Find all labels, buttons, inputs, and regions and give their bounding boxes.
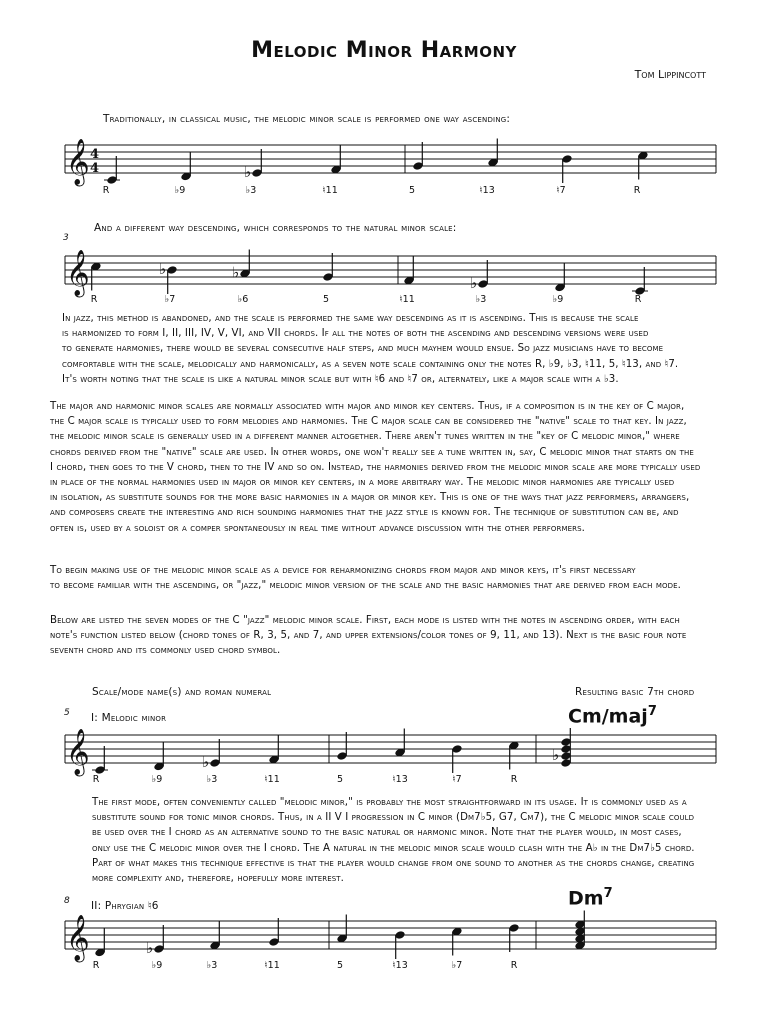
- flat-icon: ♭: [202, 753, 210, 771]
- note-head: [412, 142, 423, 171]
- scale-degree-label: ♭9: [174, 185, 186, 196]
- note-head: [90, 262, 101, 291]
- chord-notes: [552, 728, 572, 768]
- note-head: [268, 918, 279, 947]
- text-line: seventh chord and its commonly used chord symbol.: [50, 645, 281, 657]
- note-head: [637, 151, 648, 180]
- scale-degree-label: ♭3: [475, 294, 487, 305]
- chord-symbol: Dm$^7$: [568, 886, 613, 910]
- paragraph-key-centers: [50, 399, 700, 536]
- text-line: to generate harmonies, there would be several consecutive half steps, and much mayhem would ensue. So jazz musicians have to become: [62, 343, 664, 355]
- scale-degree-label: ♮11: [264, 774, 280, 785]
- measure-number-3: 3: [63, 233, 69, 243]
- note-head: [508, 923, 519, 952]
- scale-degree-label: R: [510, 960, 518, 971]
- text-line: often is, used by a soloist or a comper spontaneously in real time without advance discussion with the other performers.: [50, 522, 585, 534]
- flat-icon: ♭: [232, 263, 240, 282]
- text-line: Part of what makes this technique effective is that the player would change from one sound to another as the chords change, creating: [92, 857, 695, 869]
- scale-degree-label: ♮7: [452, 774, 462, 785]
- time-sig-top: 4: [90, 147, 100, 162]
- descending-caption: And a different way descending, which corresponds to the natural minor scale:: [94, 222, 457, 234]
- text-line: note's function listed below (chord tones of R, 3, 5, and 7, and upper extensions/color tones of 9, 11, and 13). Next is the basic four note: [50, 630, 687, 642]
- paragraph-seven-modes: [50, 613, 686, 659]
- note-head: [508, 741, 519, 770]
- text-line: be used over the I chord as an alternative sound to the basic natural or harmonic minor. Note that the player would, in most cases,: [92, 827, 682, 839]
- text-line: and composers create the interesting and rich sounding harmonies that the jazz style is known for. The technique of substitution can be, and: [50, 507, 679, 519]
- text-line: only use the C melodic minor over the I chord. The A natural in the melodic minor scale would clash with the A♭ in the Dm7♭5 chord.: [92, 842, 695, 854]
- treble-clef-icon: 𝄞: [66, 139, 90, 185]
- column-header-mode: Scale/mode name(s) and roman numeral: [92, 686, 272, 698]
- note-head: [209, 922, 220, 951]
- flat-icon: ♭: [552, 746, 560, 764]
- note-head: [94, 929, 105, 958]
- note-head: [632, 267, 648, 296]
- text-line: To begin making use of the melodic minor scale as a device for reharmonizing chords from major and minor keys, it's first necessary: [50, 565, 636, 576]
- text-line: I chord, then goes to the V chord, then to the IV and so on. Instead, the harmonies derived from the melodic minor scale are more typically used: [50, 461, 701, 473]
- paragraph-jazz-method: [62, 311, 678, 387]
- scale-degree-label: R: [102, 185, 110, 196]
- scale-degree-label: ♮7: [556, 185, 566, 196]
- note-head: [394, 930, 405, 959]
- scale-degree-label: R: [92, 774, 100, 785]
- text-line: In jazz, this method is abandoned, and the scale is performed the same way descending as it is ascending. This is because the scale: [62, 313, 639, 324]
- author-name: Tom Lippincott: [634, 68, 706, 81]
- text-line: is harmonized to form I, II, III, IV, V, VI, and VII chords. If all the notes of both the ascending and descending versions were used: [62, 328, 649, 340]
- scale-degree-label: ♮13: [392, 774, 408, 785]
- note-head: [104, 156, 120, 185]
- paragraph-reharmonizing: [50, 563, 681, 593]
- staff-mode-1: [0, 720, 768, 800]
- text-line: the melodic minor scale is generally used in a different manner altogether. There aren't tunes written in the "key of C melodic minor," where: [50, 431, 680, 443]
- staff-ascending: [0, 130, 768, 210]
- note-head: [470, 260, 489, 292]
- scale-degree-label: ♮11: [322, 185, 338, 196]
- scale-degree-label: 5: [336, 960, 344, 971]
- note-head: [394, 729, 405, 758]
- note-head: [202, 739, 221, 771]
- scale-degree-label: R: [90, 294, 98, 305]
- scale-degree-label: 5: [408, 185, 416, 196]
- scale-degree-label: ♮11: [399, 294, 415, 305]
- note-head: [153, 743, 164, 772]
- note-head: [322, 253, 333, 282]
- text-line: The first mode, often conveniently called "melodic minor," is probably the most straightforward in its usage. It is commonly used as a: [92, 797, 687, 808]
- measure-number-5: 5: [64, 708, 70, 718]
- note-head: [244, 149, 263, 181]
- note-head: [336, 732, 347, 761]
- scale-degree-label: ♮13: [392, 960, 408, 971]
- scale-degree-label: ♭9: [552, 294, 564, 305]
- note-head: [403, 257, 414, 286]
- scale-degree-label: R: [92, 960, 100, 971]
- note-head: [336, 915, 347, 944]
- scale-degree-label: ♭7: [164, 294, 176, 305]
- mode-name: I: Melodic minor: [91, 712, 167, 724]
- scale-degree-label: ♭3: [206, 774, 218, 785]
- note-head: [180, 153, 191, 182]
- scale-degree-label: ♭3: [206, 960, 218, 971]
- text-line: Below are listed the seven modes of the C "jazz" melodic minor scale. First, each mode is listed with the notes in ascending order, with each: [50, 615, 680, 626]
- text-line: to become familiar with the ascending, or "jazz," melodic minor version of the scale and the basic harmonies that are derived from each mode.: [50, 580, 681, 592]
- chord-symbol: Cm/maj$^7$: [568, 704, 657, 728]
- text-line: substitute sound for tonic minor chords. Thus, in a II V I progression in C minor (Dm7♭5, G7, Cm7), the C melodic minor scale could: [92, 812, 695, 824]
- text-line: in place of the normal harmonies used in major or minor key centers, in a more arbitrary way. The melodic minor harmonies are typically used: [50, 477, 675, 489]
- scale-degree-label: 5: [336, 774, 344, 785]
- page-title: Melodic Minor Harmony: [251, 38, 517, 63]
- text-line: the C major scale is typically used to form melodies and harmonies. The C major scale can be considered the "native" scale to that key. In jazz,: [50, 416, 687, 428]
- flat-icon: ♭: [146, 939, 154, 957]
- note-head: [561, 154, 572, 183]
- text-line: It's worth noting that the scale is like a natural minor scale but with ♮6 and ♮7 or, alternately, like a major scale with a ♭3.: [62, 373, 619, 385]
- note-head: [554, 264, 565, 293]
- treble-clef-icon: 𝄞: [66, 915, 90, 961]
- note-head: [92, 746, 108, 775]
- scale-degree-label: ♮11: [264, 960, 280, 971]
- treble-clef-icon: 𝄞: [66, 729, 90, 775]
- scale-degree-label: R: [633, 185, 641, 196]
- text-line: The major and harmonic minor scales are normally associated with major and minor key centers. Thus, if a composition is in the key of C major,: [50, 401, 685, 412]
- scale-degree-label: ♭6: [237, 294, 249, 305]
- text-line: chords derived from the "native" scale are used. In other words, one won't really see a tune written in, say, C melodic minor that starts on the: [50, 446, 694, 458]
- note-head: [330, 146, 341, 175]
- scale-degree-label: R: [634, 294, 642, 305]
- ascending-caption: Traditionally, in classical music, the melodic minor scale is performed one way ascending:: [103, 113, 511, 125]
- chord-notes: [574, 911, 585, 951]
- note-head: [451, 927, 462, 956]
- staff-descending: [0, 240, 768, 320]
- staff-mode-2: [0, 906, 768, 986]
- time-sig-bottom: 4: [90, 161, 100, 176]
- text-line: in isolation, as substitute sounds for the more basic harmonies in a major or minor key. This is one of the ways that jazz performers, arrangers,: [50, 492, 690, 504]
- flat-icon: ♭: [244, 163, 252, 181]
- note-head: [451, 744, 462, 773]
- measure-number-8: 8: [64, 896, 70, 906]
- treble-clef-icon: 𝄞: [66, 250, 90, 296]
- text-line: comfortable with the scale, melodically and harmonically, as a seven note scale containing only the notes R, ♭9, ♭3, ♮11, 5, ♮13, and ♮7.: [62, 358, 679, 370]
- flat-icon: ♭: [470, 274, 478, 292]
- note-head: [268, 736, 279, 765]
- scale-degree-label: ♭9: [151, 960, 163, 971]
- flat-icon: ♭: [159, 260, 167, 278]
- paragraph-mode-1: [92, 795, 695, 886]
- scale-degree-label: R: [510, 774, 518, 785]
- note-head: [487, 139, 498, 168]
- scale-degree-label: ♮13: [479, 185, 495, 196]
- column-header-chord: Resulting basic 7th chord: [575, 686, 695, 698]
- text-line: more complexity and, therefore, hopefully more interest.: [92, 873, 345, 885]
- mode-name: II: Phrygian ♮6: [91, 900, 159, 912]
- scale-degree-label: ♭3: [245, 185, 257, 196]
- scale-degree-label: ♭7: [451, 960, 463, 971]
- note-head: [146, 925, 165, 957]
- scale-degree-label: 5: [322, 294, 330, 305]
- scale-degree-label: ♭9: [151, 774, 163, 785]
